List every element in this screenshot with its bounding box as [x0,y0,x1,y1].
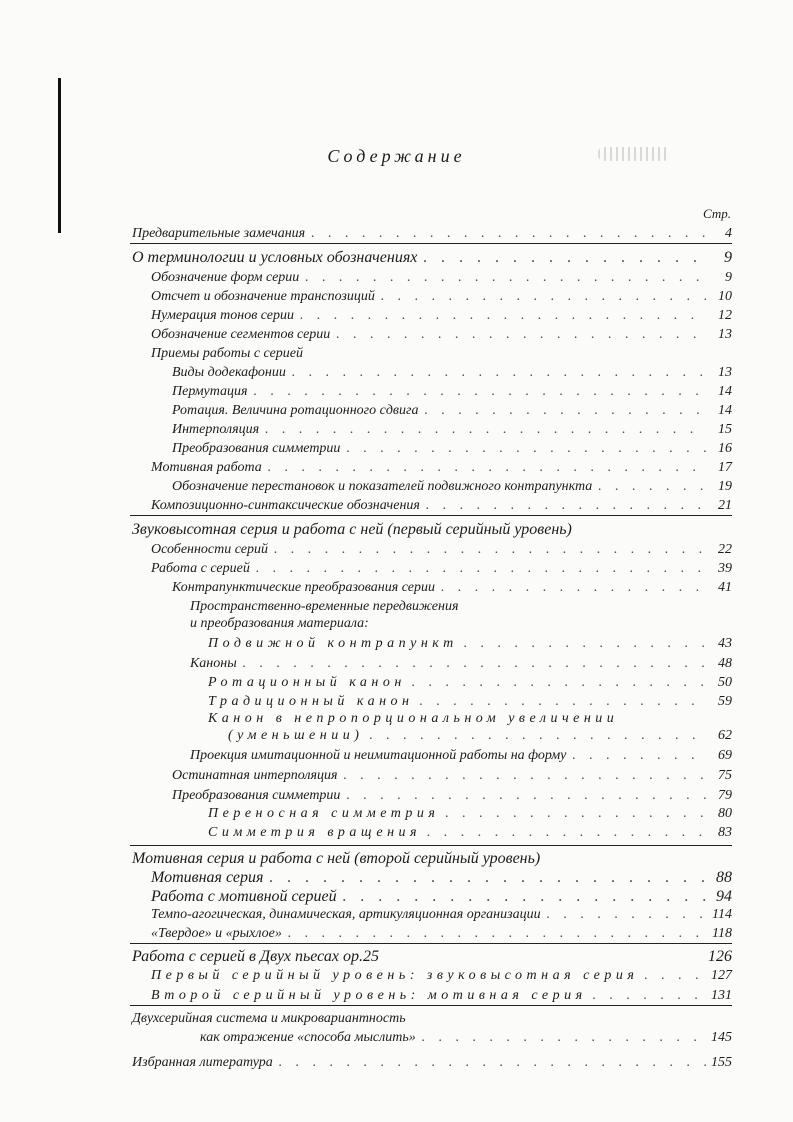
section-divider [130,943,732,944]
toc-entry[interactable]: Звуковысотная серия и работа с ней (первый серийный уровень) [132,521,572,538]
toc-entry[interactable]: Избранная литература . . . 155 [132,1055,732,1074]
toc-entry[interactable]: Преобразования симметрии . . . 79 [172,788,732,807]
toc-entry[interactable]: Каноны . . . 48 [190,656,732,675]
toc-entry[interactable]: Отсчет и обозначение транспозиций . . . 10 [151,289,732,308]
page-title: Содержание [327,146,466,166]
toc-entry[interactable]: Традиционный канон . . . 59 [208,694,732,713]
toc-entry[interactable]: Нумерация тонов серии . . . 12 [151,308,732,327]
toc-entry[interactable]: Переносная симметрия . . . 80 [208,806,732,825]
toc-entry[interactable]: Проекция имитационной и неимитационной работы на форму . . . 69 [190,748,732,767]
toc-entry[interactable]: Мотивная серия . . . 88 [151,869,732,888]
section-divider [130,243,732,244]
toc-entry[interactable]: Двухсерийная система и микровариантность [132,1011,406,1026]
toc-entry[interactable]: Остинатная интерполяция . . . 75 [172,768,732,787]
section-divider [130,1005,732,1006]
toc-entry[interactable]: Виды додекафонии . . . 13 [172,365,732,384]
page-column-label: Стр. [703,206,731,221]
toc-entry[interactable]: Первый серийный уровень: звуковысотная серия . . . 127 [151,968,732,987]
toc-entry[interactable]: «Твердое» и «рыхлое» . . . 118 [151,926,732,945]
toc-entry[interactable]: Подвижной контрапункт . . . 43 [208,636,732,655]
toc-entry[interactable]: Симметрия вращения . . . 83 [208,825,732,844]
toc-entry[interactable]: Второй серийный уровень: мотивная серия . . . 131 [151,988,732,1007]
toc-entry[interactable]: Мотивная серия и работа с ней (второй серийный уровень) [132,850,541,867]
toc-entry[interactable]: Композиционно-синтаксические обозначения . . . 21 [151,498,732,517]
toc-entry[interactable]: Приемы работы с серией [151,346,304,361]
toc-entry[interactable]: Ротационный канон . . . 50 [208,675,732,694]
toc-entry[interactable]: Обозначение перестановок и показателей подвижного контрапункта . . . 19 [172,479,732,498]
toc-entry[interactable]: Обозначение форм серии . . . 9 [151,270,732,289]
toc-entry[interactable]: Особенности серий . . . 22 [151,542,732,561]
toc-entry[interactable]: Пермутация . . . 14 [172,384,732,403]
toc-entry[interactable]: как отражение «способа мыслить» . . . 145 [200,1030,732,1049]
toc-entry[interactable]: Обозначение сегментов серии . . . 13 [151,327,732,346]
toc-entry[interactable]: Темпо-агогическая, динамическая, артикуляционная организации . . . 114 [151,907,732,926]
toc-entry[interactable]: Пространственно-временные передвижения [190,599,459,614]
toc-entry[interactable]: (уменьшении) . . . 62 [228,728,732,747]
toc-entry[interactable]: Мотивная работа . . . 17 [151,460,732,479]
toc-entry[interactable]: Ротация. Величина ротационного сдвига . . . 14 [172,403,732,422]
toc-entry[interactable]: Контрапунктические преобразования серии . . . 41 [172,580,732,599]
toc-entry[interactable]: Канон в непропорциональном увеличении [208,711,619,726]
toc-entry[interactable]: Работа с мотивной серией . . . 94 [151,888,732,907]
toc-entry[interactable]: Работа с серией в Двух пьесах ор.25 126 [132,948,732,965]
toc-entry[interactable]: Интерполяция . . . 15 [172,422,732,441]
toc-entry[interactable]: Предварительные замечания . . . 4 [132,226,732,245]
section-divider [130,515,732,516]
toc-entry[interactable]: О терминологии и условных обозначениях . . . 9 [132,249,732,268]
toc-entry[interactable]: Преобразования симметрии . . . 16 [172,441,732,460]
section-divider [130,845,732,846]
toc-entry[interactable]: и преобразования материала: [190,616,369,631]
toc-entry[interactable]: Работа с серией . . . 39 [151,561,732,580]
